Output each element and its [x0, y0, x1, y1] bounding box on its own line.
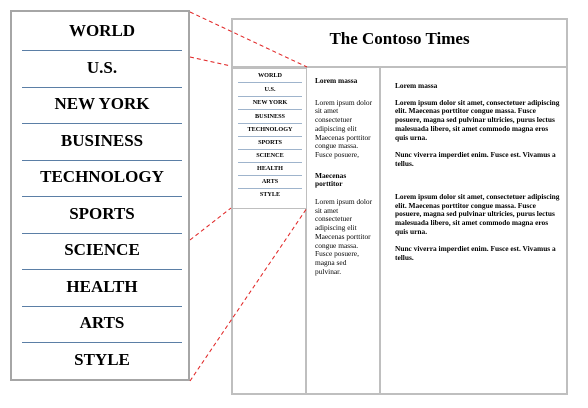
mini-nav-item-health[interactable]: HEALTH [257, 165, 283, 172]
connector-line [190, 208, 307, 381]
nav-item-world[interactable]: WORLD [68, 21, 136, 40]
nav-item-new-york[interactable]: NEW YORK [54, 94, 150, 113]
connector-line [190, 57, 231, 66]
mini-nav-item-world[interactable]: WORLD [257, 72, 283, 79]
article-heading: Lorem massa [395, 81, 438, 90]
nav-item-us[interactable]: U.S. [86, 58, 118, 77]
nav-item-business[interactable]: BUSINESS [60, 131, 144, 150]
page-title: The Contoso Times [233, 20, 566, 68]
mini-nav-item-business[interactable]: BUSINESS [255, 113, 285, 120]
mini-nav-item-us[interactable]: U.S. [264, 86, 276, 93]
nav-item-technology[interactable]: TECHNOLOGY [40, 167, 164, 186]
nav-item-health[interactable]: HEALTH [66, 277, 138, 296]
nav-item-sports[interactable]: SPORTS [69, 204, 135, 223]
mini-nav-item-technology[interactable]: TECHNOLOGY [247, 126, 293, 133]
nav-item-style[interactable]: STYLE [74, 350, 130, 369]
article-paragraph: Nunc viverra imperdiet enim. Fusce est. Vivamus a tellus. [395, 149, 556, 168]
connector-line [190, 12, 307, 67]
mini-nav-item-sports[interactable]: SPORTS [258, 139, 282, 146]
article-paragraph: Lorem ipsum dolor sit amet, consectetuer adipiscing elit. Maecenas porttitor congue massa. Fusce posuere, magna sed pulvinar ultricies, purus lectus malesuada libero, sit amet commodo magna eros quis urna. [395, 192, 560, 236]
article-paragraph: Lorem ipsum dolor sit amet, consectetuer adipiscing elit. Maecenas porttitor congue massa. Fusce posuere, magna sed pulvinar ultricies, purus lectus malesuada libero, sit amet commodo magna eros quis urna. [395, 97, 560, 142]
article-heading: Maecenas porttitor [315, 170, 347, 189]
mini-nav-item-style[interactable]: STYLE [259, 191, 281, 198]
connector-line [190, 208, 231, 240]
nav-item-arts[interactable]: ARTS [79, 313, 125, 332]
article-body: Lorem ipsum dolor sit amet consectetuer adipiscing elit Maecenas porttitor congue massa. Fusce posuere, [315, 97, 373, 159]
mini-nav-item-science[interactable]: SCIENCE [256, 152, 284, 159]
article-paragraph: Nunc viverra imperdiet enim. Fusce est. Vivamus a tellus. [395, 244, 556, 262]
mini-nav-item-arts[interactable]: ARTS [261, 178, 279, 185]
article-heading: Lorem massa [315, 76, 358, 85]
nav-item-science[interactable]: SCIENCE [64, 240, 140, 259]
mini-nav-item-new-york[interactable]: NEW YORK [252, 99, 288, 106]
article-body: Lorem ipsum dolor sit amet consectetuer adipiscing elit Maecenas porttitor congue massa. Fusce posuere, magna sed pulvinar. [315, 197, 373, 276]
